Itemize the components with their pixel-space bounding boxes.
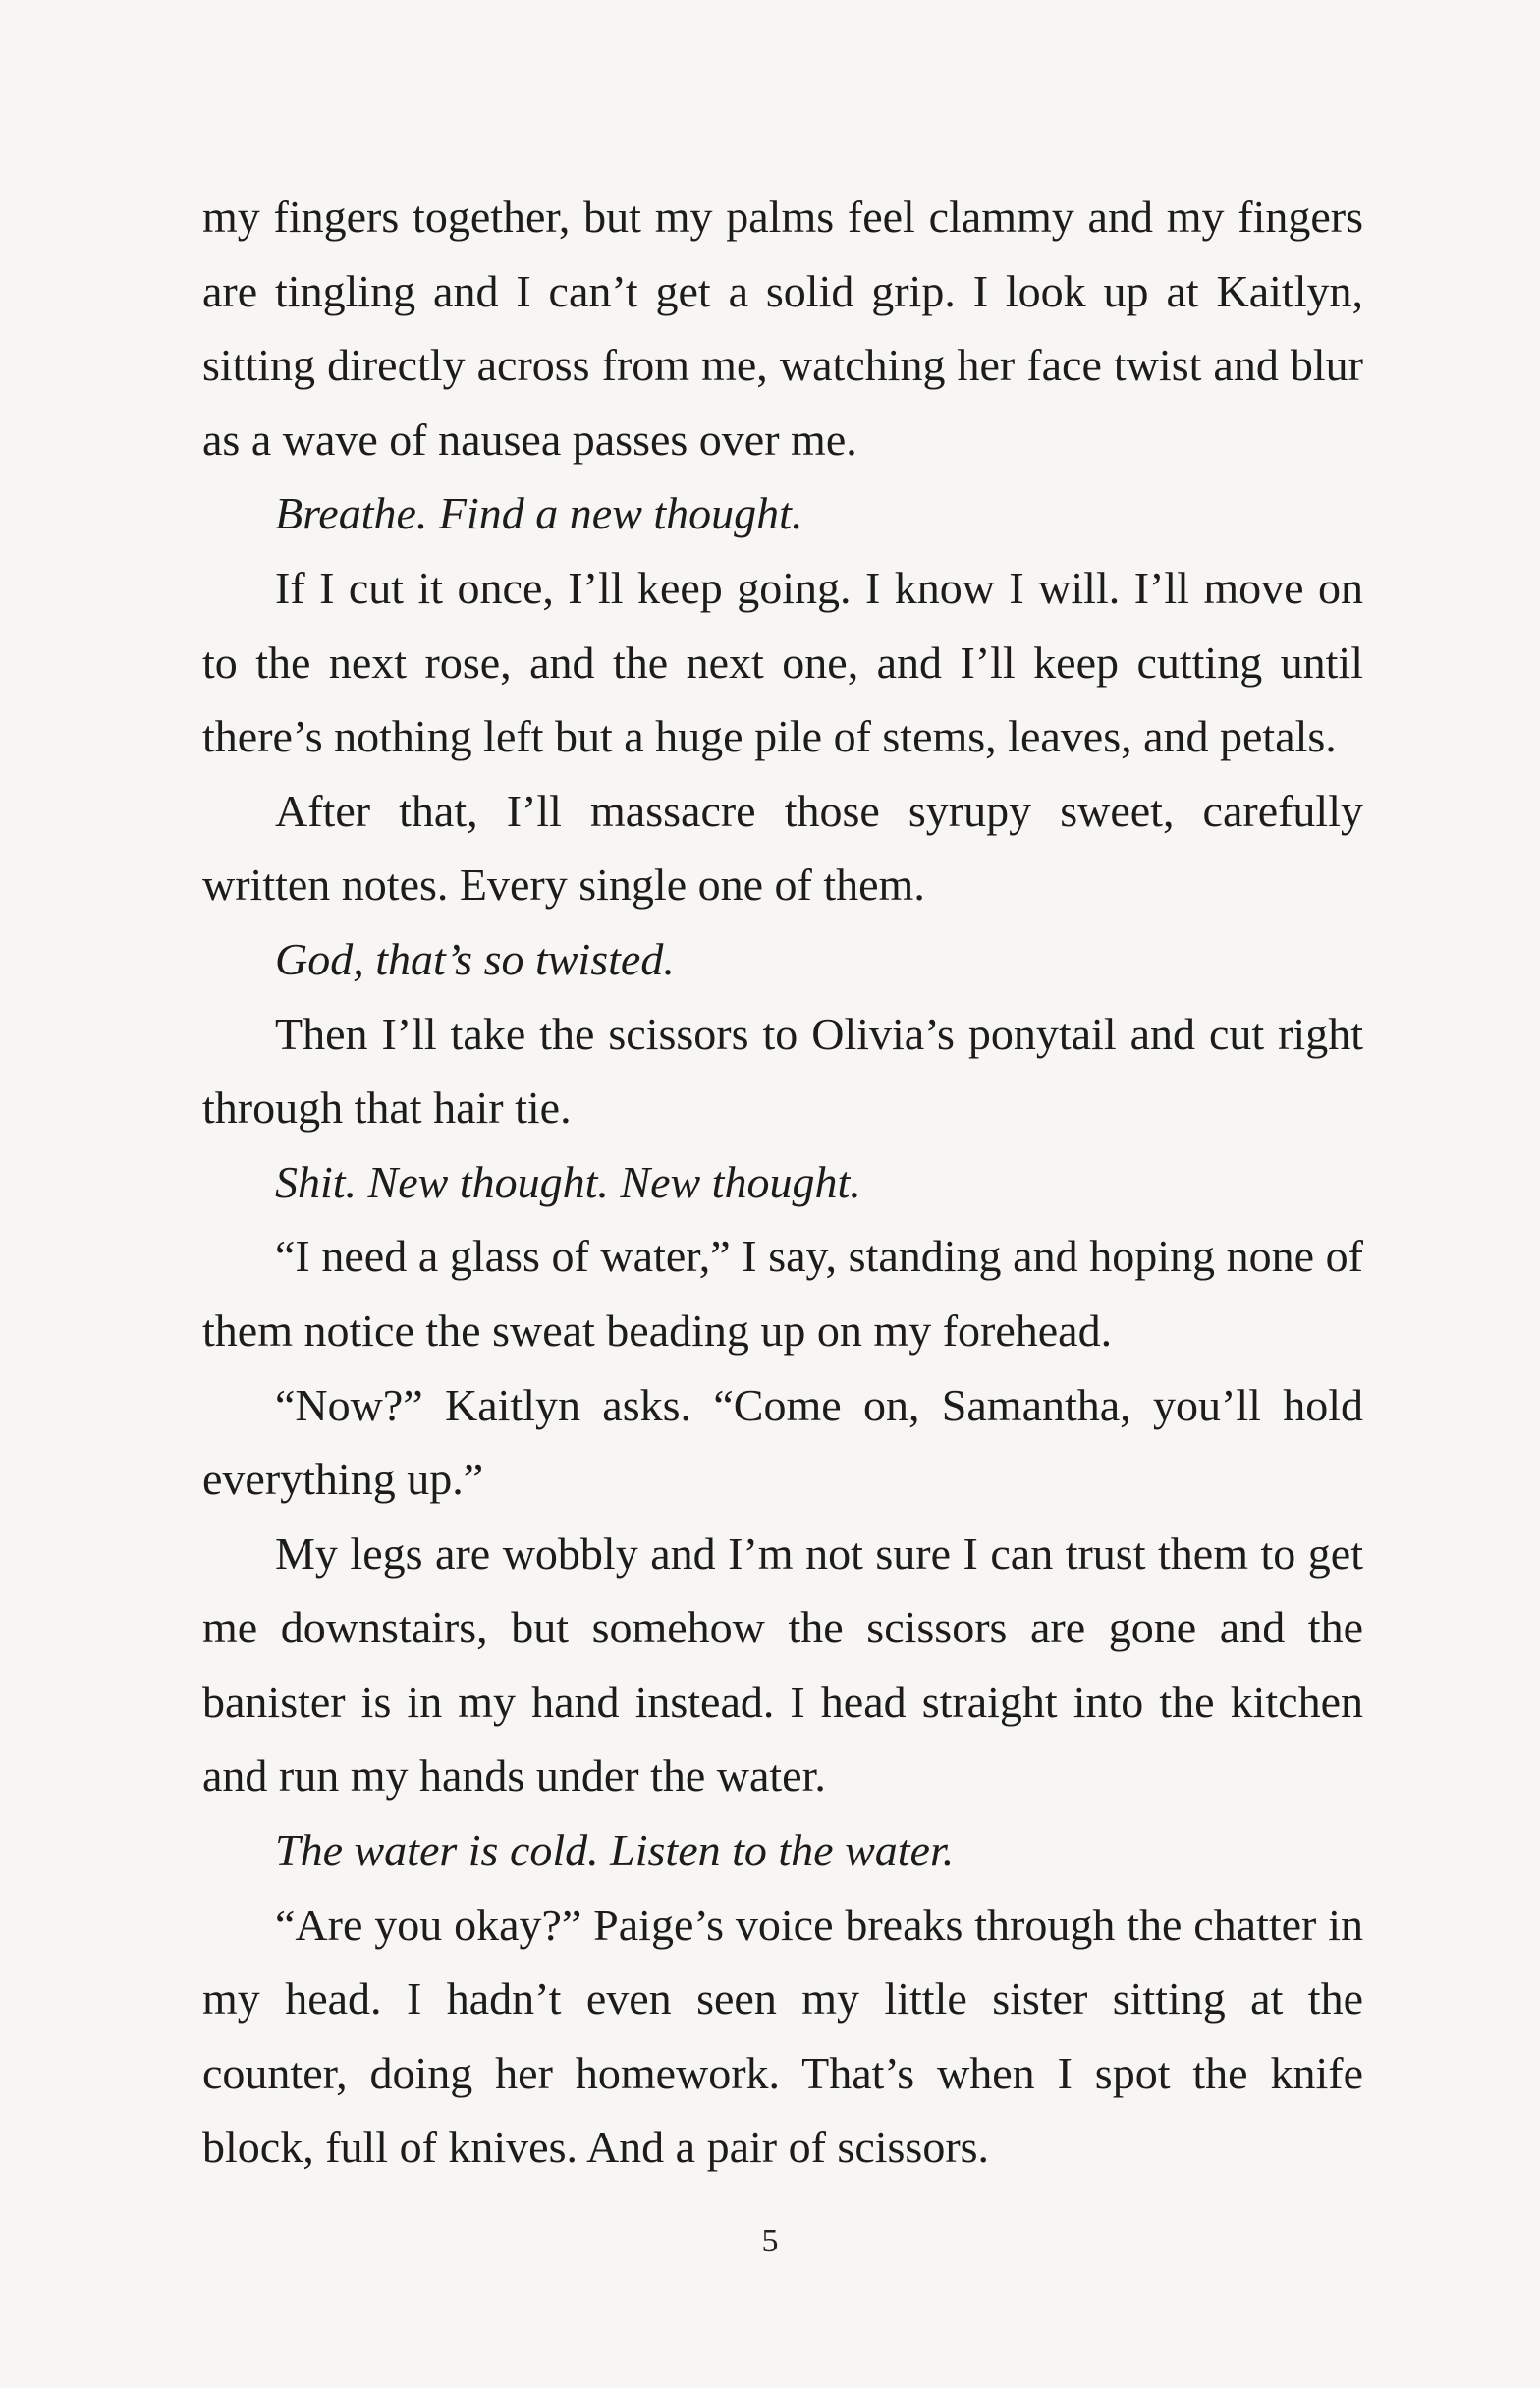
- paragraph-dialogue: “Are you okay?” Paige’s voice breaks through the chatter in my head. I hadn’t even seen my little sister sitting at the counter, doing her homework. That’s when I spot the knife block, full of knives. And a pair of scissors.: [202, 1899, 1363, 2173]
- paragraph: my fingers together, but my palms feel clammy and my fingers are tingling and I can’t get a solid grip. I look up at Kaitlyn, sitting directly across from me, watching her face twist and blur as a wave of nausea passes over me.: [202, 192, 1363, 465]
- paragraph-italic-thought: The water is cold. Listen to the water.: [275, 1825, 955, 1876]
- paragraph: If I cut it once, I’ll keep going. I know I will. I’ll move on to the next rose, and the next one, and I’ll keep cutting until there’s nothing left but a huge pile of stems, leaves, and petals.: [202, 562, 1363, 762]
- paragraph: Then I’ll take the scissors to Olivia’s ponytail and cut right through that hair tie.: [202, 1008, 1363, 1134]
- paragraph: After that, I’ll massacre those syrupy sweet, carefully written notes. Every single one of them.: [202, 785, 1363, 911]
- paragraph-italic-thought: Breathe. Find a new thought.: [275, 488, 803, 539]
- paragraph-italic-thought: God, that’s so twisted.: [275, 933, 675, 984]
- paragraph-dialogue: “Now?” Kaitlyn asks. “Come on, Samantha, you’ll hold everything up.”: [202, 1379, 1363, 1505]
- body-text: [202, 180, 1363, 2185]
- paragraph: My legs are wobbly and I’m not sure I can trust them to get me downstairs, but somehow the scissors are gone and the banister is in my hand instead. I head straight into the kitchen and run my hands under the water.: [202, 1527, 1363, 1802]
- paragraph-italic-thought: Shit. New thought. New thought.: [275, 1156, 861, 1207]
- paragraph-dialogue: “I need a glass of water,” I say, standing and hoping none of them notice the sweat beading up on my forehead.: [202, 1231, 1363, 1356]
- page-number: 5: [761, 2223, 779, 2259]
